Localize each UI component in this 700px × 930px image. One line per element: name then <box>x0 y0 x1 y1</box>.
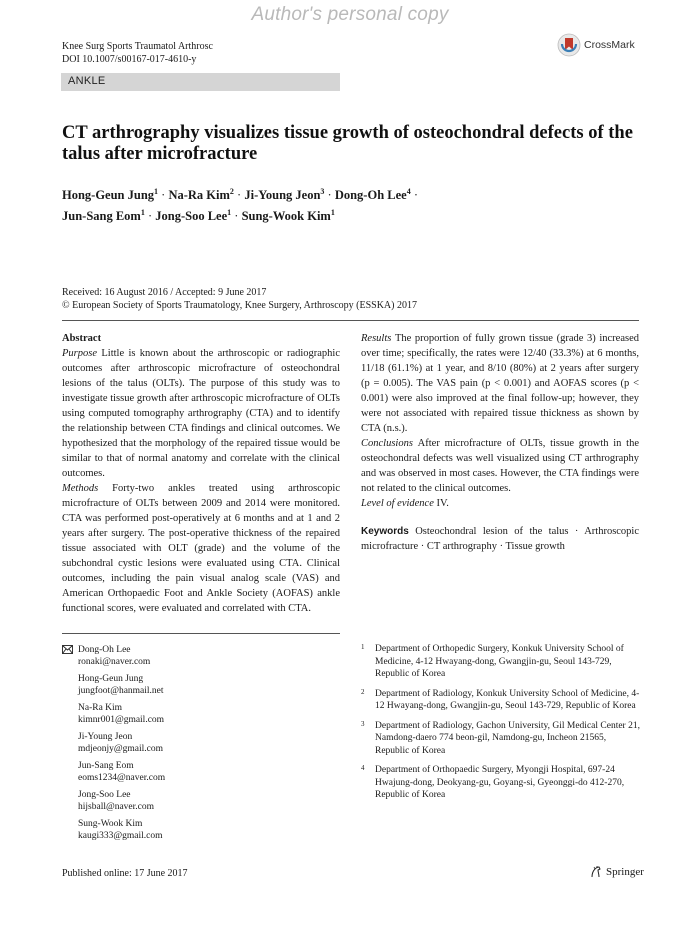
publisher-name: Springer <box>606 866 644 878</box>
abstract-heading: Abstract <box>62 333 102 344</box>
abstract-methods <box>62 481 340 616</box>
author-affil-sup: 1 <box>330 208 335 218</box>
contact-name: Jong-Soo Lee <box>78 790 131 800</box>
contact-entry <box>62 674 322 697</box>
author-name[interactable]: Jun-Sang Eom <box>62 209 141 224</box>
results-label: Results <box>361 333 392 344</box>
journal-info <box>62 40 213 66</box>
keywords-label: Keywords <box>361 526 409 537</box>
conclusions-text: After microfracture of OLTs, tissue growth in the osteochondral defects was well visualized using CT arthrography and was observed in most cases. However, the CTA findings were not related to the clinical outcomes. <box>361 438 639 494</box>
abstract-right-column <box>361 331 639 554</box>
abstract-left-column <box>62 331 340 616</box>
contact-email[interactable]: kaugi333@gmail.com <box>78 830 163 841</box>
affiliation-text: Department of Radiology, Konkuk University School of Medicine, 4-12 Hwayang-dong, Gwangjin-gu, Seoul 143-729, Republic of Korea <box>375 688 640 711</box>
purpose-label: Purpose <box>62 348 97 359</box>
affiliation-item <box>361 720 641 758</box>
received-accepted: Received: 16 August 2016 / Accepted: 9 June 2017 <box>62 287 267 298</box>
affiliation-number: 3 <box>361 719 365 728</box>
affiliation-number: 4 <box>361 764 365 772</box>
crossmark-label: CrossMark <box>584 39 635 51</box>
conclusions-label: Conclusions <box>361 438 413 449</box>
contact-entry <box>62 790 322 813</box>
author-contacts <box>62 645 322 848</box>
author-affil-sup: 4 <box>406 187 411 196</box>
contact-name: Dong-Oh Lee <box>78 645 131 655</box>
level-text: IV. <box>436 498 449 509</box>
author-affil-sup: 1 <box>227 208 232 218</box>
keywords <box>361 524 639 554</box>
envelope-icon <box>62 645 78 668</box>
watermark: Author's personal copy <box>251 4 449 25</box>
contact-name: Hong-Geun Jung <box>78 674 144 684</box>
section-label: ANKLE <box>68 75 106 87</box>
methods-text: Forty-two ankles treated using arthroscopic microfracture of OLTs between 2009 and 2014 were monitored. CTA was performed post-operatively at 6 months and at 1 and 2 years after surgery. The post-operative thickness of the repaired tissue associated with OLT (grade) and the volume of the subchondral cystic lesions were evaluated using CTA. Clinical outcomes, including the pain visual analog scale (VAS) and American Orthopaedic Foot and Ankle Society (AOFAS) ankle functional scores, were evaluated and correlated with CTA. <box>62 483 341 614</box>
crossmark-logo-icon <box>557 33 581 57</box>
contact-email[interactable]: hijsball@naver.com <box>78 801 155 812</box>
contact-entry <box>62 703 322 726</box>
contact-email[interactable]: jungfoot@hanmail.net <box>78 685 164 696</box>
contact-email[interactable]: ronaki@naver.com <box>78 656 151 667</box>
author-name[interactable]: Sung-Wook Kim <box>241 209 331 224</box>
results-text: The proportion of fully grown tissue (grade 3) increased over time; specifically, the rates were 12/40 (33.3%) at 6 months, 11/18 (61.1%) at 1 year, and 8/10 (80%) at 2 years after surgery (p = 0.005). The VAS pain (p < 0.001) and AOFAS scores (p < 0.001) were also improved at the final follow-up; however, they were not associated with repaired tissue thickness as shown by CTA (n.s.). <box>361 333 639 434</box>
contact-name: Jun-Sang Eom <box>78 761 134 771</box>
level-label: Level of evidence <box>361 498 434 509</box>
author-name[interactable]: Hong-Geun Jung <box>62 188 155 203</box>
author-list: Hong-Geun Jung$^1$ · Na-Ra Kim$^2$ · Ji-Young Jeon$^3$ · Dong-Oh Lee$^4$ · Jun-Sang Eom$^1$ · Jong-Soo Lee$^1$ · Sung-Wook Kim$^1$ <box>62 187 418 224</box>
abstract-purpose <box>62 346 340 481</box>
abstract-level <box>361 496 639 511</box>
contact-entry <box>62 761 322 784</box>
contact-entry <box>62 819 322 842</box>
affiliation-number: 2 <box>361 687 365 696</box>
author-name[interactable]: Dong-Oh Lee <box>334 188 407 203</box>
contact-name: Ji-Young Jeon <box>78 732 133 742</box>
contact-name: Na-Ra Kim <box>78 703 123 713</box>
crossmark-badge[interactable] <box>557 31 657 59</box>
affiliation-item <box>361 643 641 681</box>
affiliation-number: 1 <box>361 643 365 651</box>
author-affil-sup: 2 <box>229 187 234 196</box>
contact-entry <box>62 645 322 668</box>
contact-name: Sung-Wook Kim <box>78 819 143 829</box>
article-dates <box>62 287 417 312</box>
copyright: © European Society of Sports Traumatology, Knee Surgery, Arthroscopy (ESSKA) 2017 <box>62 299 417 311</box>
abstract-conclusions <box>361 436 639 496</box>
keywords-text: Osteochondral lesion of the talus · Arthroscopic microfracture · CT arthrography · Tissue growth <box>361 526 640 552</box>
abstract-results <box>361 331 639 436</box>
affiliation-item <box>361 688 641 713</box>
published-online: Published online: 17 June 2017 <box>62 868 188 879</box>
affiliations <box>361 643 641 809</box>
contact-email[interactable]: mdjeonjy@gmail.com <box>78 743 163 754</box>
affiliation-item <box>361 764 641 802</box>
affiliation-text: Department of Orthopedic Surgery, Konkuk University School of Medicine, 4-12 Hwayang-dong, Gwangjin-gu, Seoul 143-729, Republic of Korea <box>375 644 624 679</box>
affiliation-text: Department of Orthopaedic Surgery, Myongji Hospital, 697-24 Hwajung-dong, Deokyang-gu, Goyang-si, Gyeonggi-do 412-270, Republic of Korea <box>375 765 625 800</box>
doi[interactable]: DOI 10.1007/s00167-017-4610-y <box>62 54 197 65</box>
footnote-divider <box>62 633 340 634</box>
author-affil-sup: 1 <box>140 208 145 218</box>
purpose-text: Little is known about the arthroscopic or radiographic outcomes after arthroscopic microfracture of osteochondral lesions of the talus (OLTs). The purpose of this study was to investigate tissue growth after arthroscopic microfracture of OLTs using computed tomography arthrography (CTA) and to identify the relationship between CTA findings and clinical outcomes. We hypothesized that the morphology of the repaired tissue would be similar to that of normal anatomy and correlate with the clinical outcomes. <box>62 348 341 479</box>
springer-horse-icon <box>589 865 603 879</box>
author-affil-sup: 1 <box>154 187 159 196</box>
contact-entry <box>62 732 322 755</box>
author-name[interactable]: Na-Ra Kim <box>168 188 230 203</box>
journal-name: Knee Surg Sports Traumatol Arthrosc <box>62 41 213 52</box>
divider <box>62 320 639 321</box>
contact-email[interactable]: kimnr001@gmail.com <box>78 714 165 725</box>
contact-email[interactable]: eoms1234@naver.com <box>78 772 166 783</box>
author-name[interactable]: Jong-Soo Lee <box>155 209 228 224</box>
affiliation-text: Department of Radiology, Gachon University, Gil Medical Center 21, Namdong-daero 774 beon-gil, Namdong-gu, Incheon 21565, Republic of Korea <box>375 720 640 756</box>
methods-label: Methods <box>62 483 99 494</box>
author-name[interactable]: Ji-Young Jeon <box>244 188 321 203</box>
article-title: CT arthrography visualizes tissue growth of osteochondral defects of the talus after microfracture <box>62 123 633 164</box>
author-affil-sup: 3 <box>320 187 325 196</box>
springer-logo[interactable] <box>589 865 644 879</box>
